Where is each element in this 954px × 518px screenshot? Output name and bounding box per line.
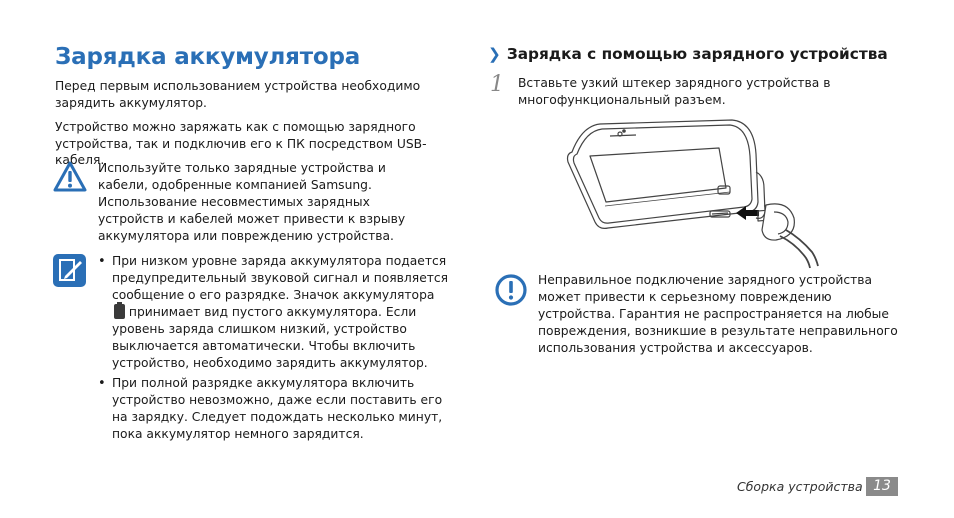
intro-paragraph: Перед первым использованием устройства необходимо зарядить аккумулятор.: [55, 79, 421, 110]
step-number: 1: [490, 72, 504, 97]
note-item-discharged: • При полной разрядке аккумулятора включить устройство невозможно, даже если поставить его на зарядку. Следует подождать несколько минут, пока аккумулятор немного зарядится.: [98, 375, 450, 443]
phone-charging-illustration: [560, 114, 835, 269]
note-item-1-end: принимает вид пустого аккумулятора. Если уровень заряда слишком низкий, устройство выключается автоматически. Чтобы включить устройство, необходимо зарядить аккумулятор.: [112, 305, 428, 370]
warning-icon: [52, 160, 88, 194]
footer-section-label: Сборка устройства: [737, 479, 863, 494]
page-number: 13: [866, 477, 898, 496]
note-item-low-battery: [98, 253, 450, 372]
section-heading: [488, 45, 888, 63]
charging-methods-paragraph: Устройство можно заряжать как с помощью зарядного устройства, так и подключив его к ПК посредством USB-кабеля.: [55, 120, 427, 167]
section-title: Зарядка с помощью зарядного устройства: [506, 45, 888, 63]
note-icon: [53, 254, 86, 287]
caution-text: Неправильное подключение зарядного устройства может привести к серьезному повреждению устройства. Гарантия не распространяется на любые повреждения, возникшие в результате неправильного использования устройства и аксессуаров.: [538, 273, 898, 355]
warning-text: Используйте только зарядные устройства и кабели, одобренные компанией Samsung. Использование несовместимых зарядных устройств и кабелей может привести к взрыву аккумулятора или повреждению устройства.: [98, 161, 406, 243]
caution-icon: [494, 273, 528, 307]
step-text: Вставьте узкий штекер зарядного устройства в многофункциональный разъем.: [518, 76, 831, 107]
note-item-1-start: При низком уровне заряда аккумулятора подается предупредительный звуковой сигнал и появляется сообщение о его разрядке. Значок аккумулятора: [112, 254, 449, 302]
notes-list: [98, 253, 450, 446]
page-title: Зарядка аккумулятора: [55, 44, 361, 70]
battery-icon: [114, 304, 125, 319]
chevron-right-icon: ❯: [488, 45, 501, 63]
